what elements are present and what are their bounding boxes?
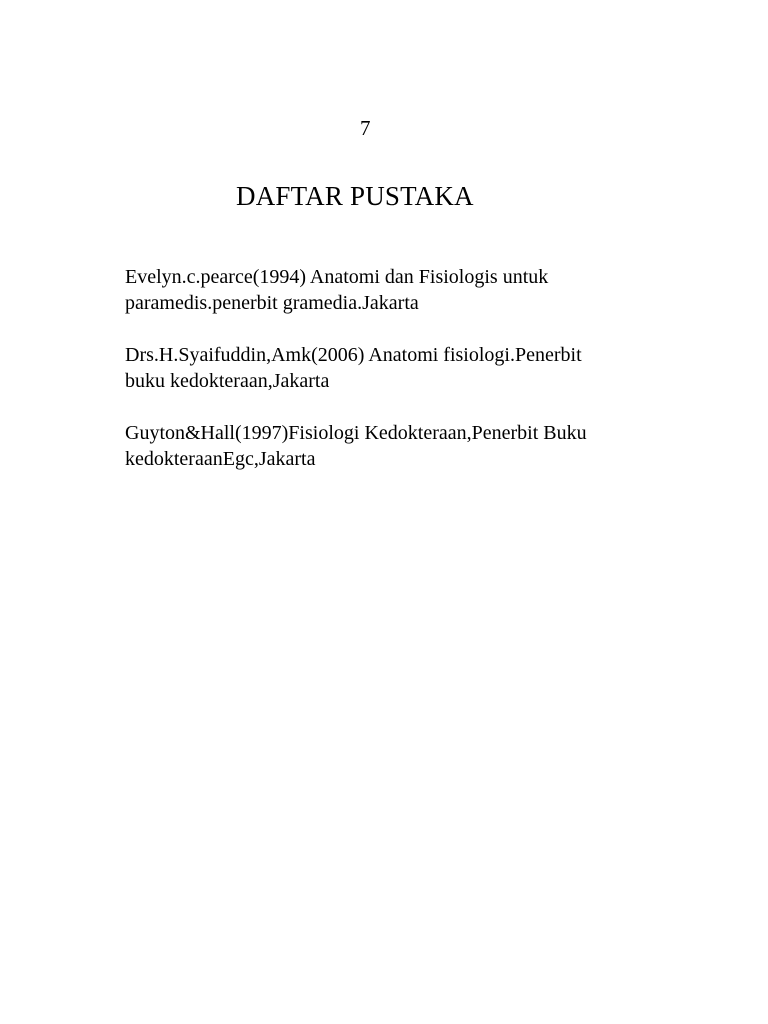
reference-list: [125, 264, 685, 498]
reference-line: kedokteraanEgc,Jakarta: [125, 448, 316, 470]
reference-item: [125, 342, 685, 394]
reference-line: Guyton&Hall(1997)Fisiologi Kedokteraan,Penerbit Buku: [125, 422, 587, 444]
page-number: 7: [360, 116, 371, 140]
reference-line: Drs.H.Syaifuddin,Amk(2006) Anatomi fisiologi.Penerbit: [125, 344, 582, 366]
reference-line: Evelyn.c.pearce(1994) Anatomi dan Fisiologis untuk: [125, 266, 549, 288]
reference-item: [125, 420, 685, 472]
reference-item: [125, 264, 685, 316]
page-title: DAFTAR PUSTAKA: [236, 181, 474, 211]
reference-line: paramedis.penerbit gramedia.Jakarta: [125, 292, 419, 314]
reference-line: buku kedokteraan,Jakarta: [125, 370, 330, 392]
